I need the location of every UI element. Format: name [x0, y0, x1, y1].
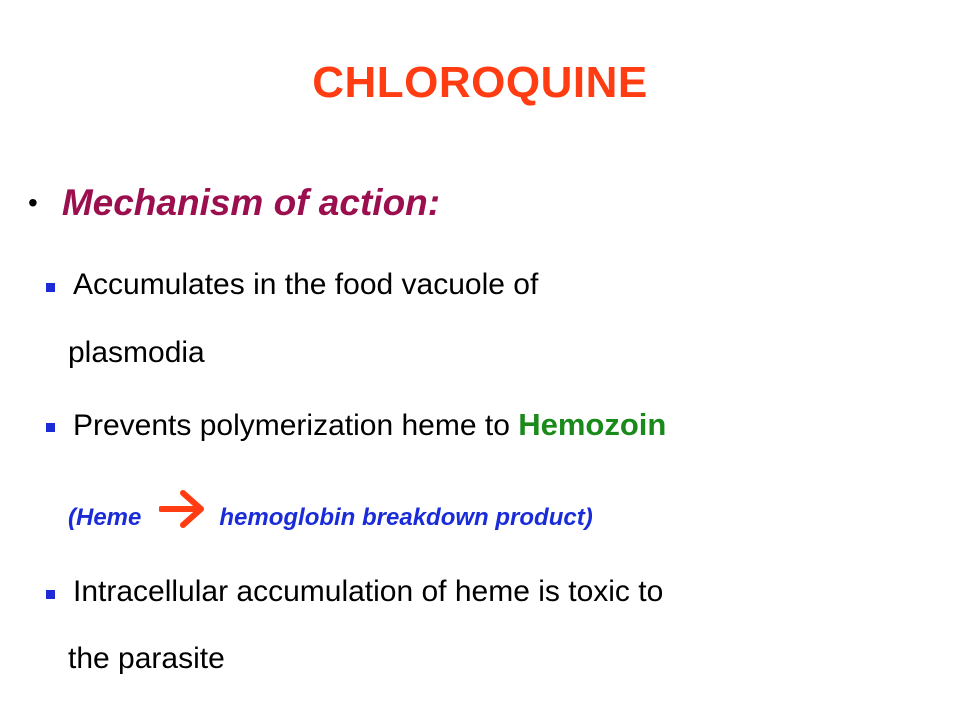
note-line — [68, 495, 593, 540]
section-heading: Mechanism of action: — [61, 182, 441, 223]
note-left: (Heme — [68, 503, 142, 531]
square-bullet-icon — [46, 590, 55, 599]
square-bullet-icon — [46, 423, 55, 432]
round-bullet-icon: • — [28, 187, 38, 218]
square-bullet-icon — [46, 283, 55, 292]
item-3-line-1: Intracellular accumulation of heme is toxic to — [73, 575, 664, 608]
item-1-line-2: plasmodia — [68, 336, 205, 369]
subtitle-row — [28, 182, 440, 224]
item-2-text: Prevents polymerization heme to — [73, 409, 519, 442]
hemozoin-highlight: Hemozoin — [518, 407, 667, 442]
item-3-line-2: the parasite — [68, 642, 225, 675]
right-arrow-icon — [159, 489, 205, 534]
note-right: hemoglobin breakdown product) — [219, 503, 593, 531]
slide-title: CHLOROQUINE — [312, 58, 648, 107]
item-1-line-1: Accumulates in the food vacuole of — [73, 268, 539, 301]
item-2-line-1 — [73, 408, 666, 442]
